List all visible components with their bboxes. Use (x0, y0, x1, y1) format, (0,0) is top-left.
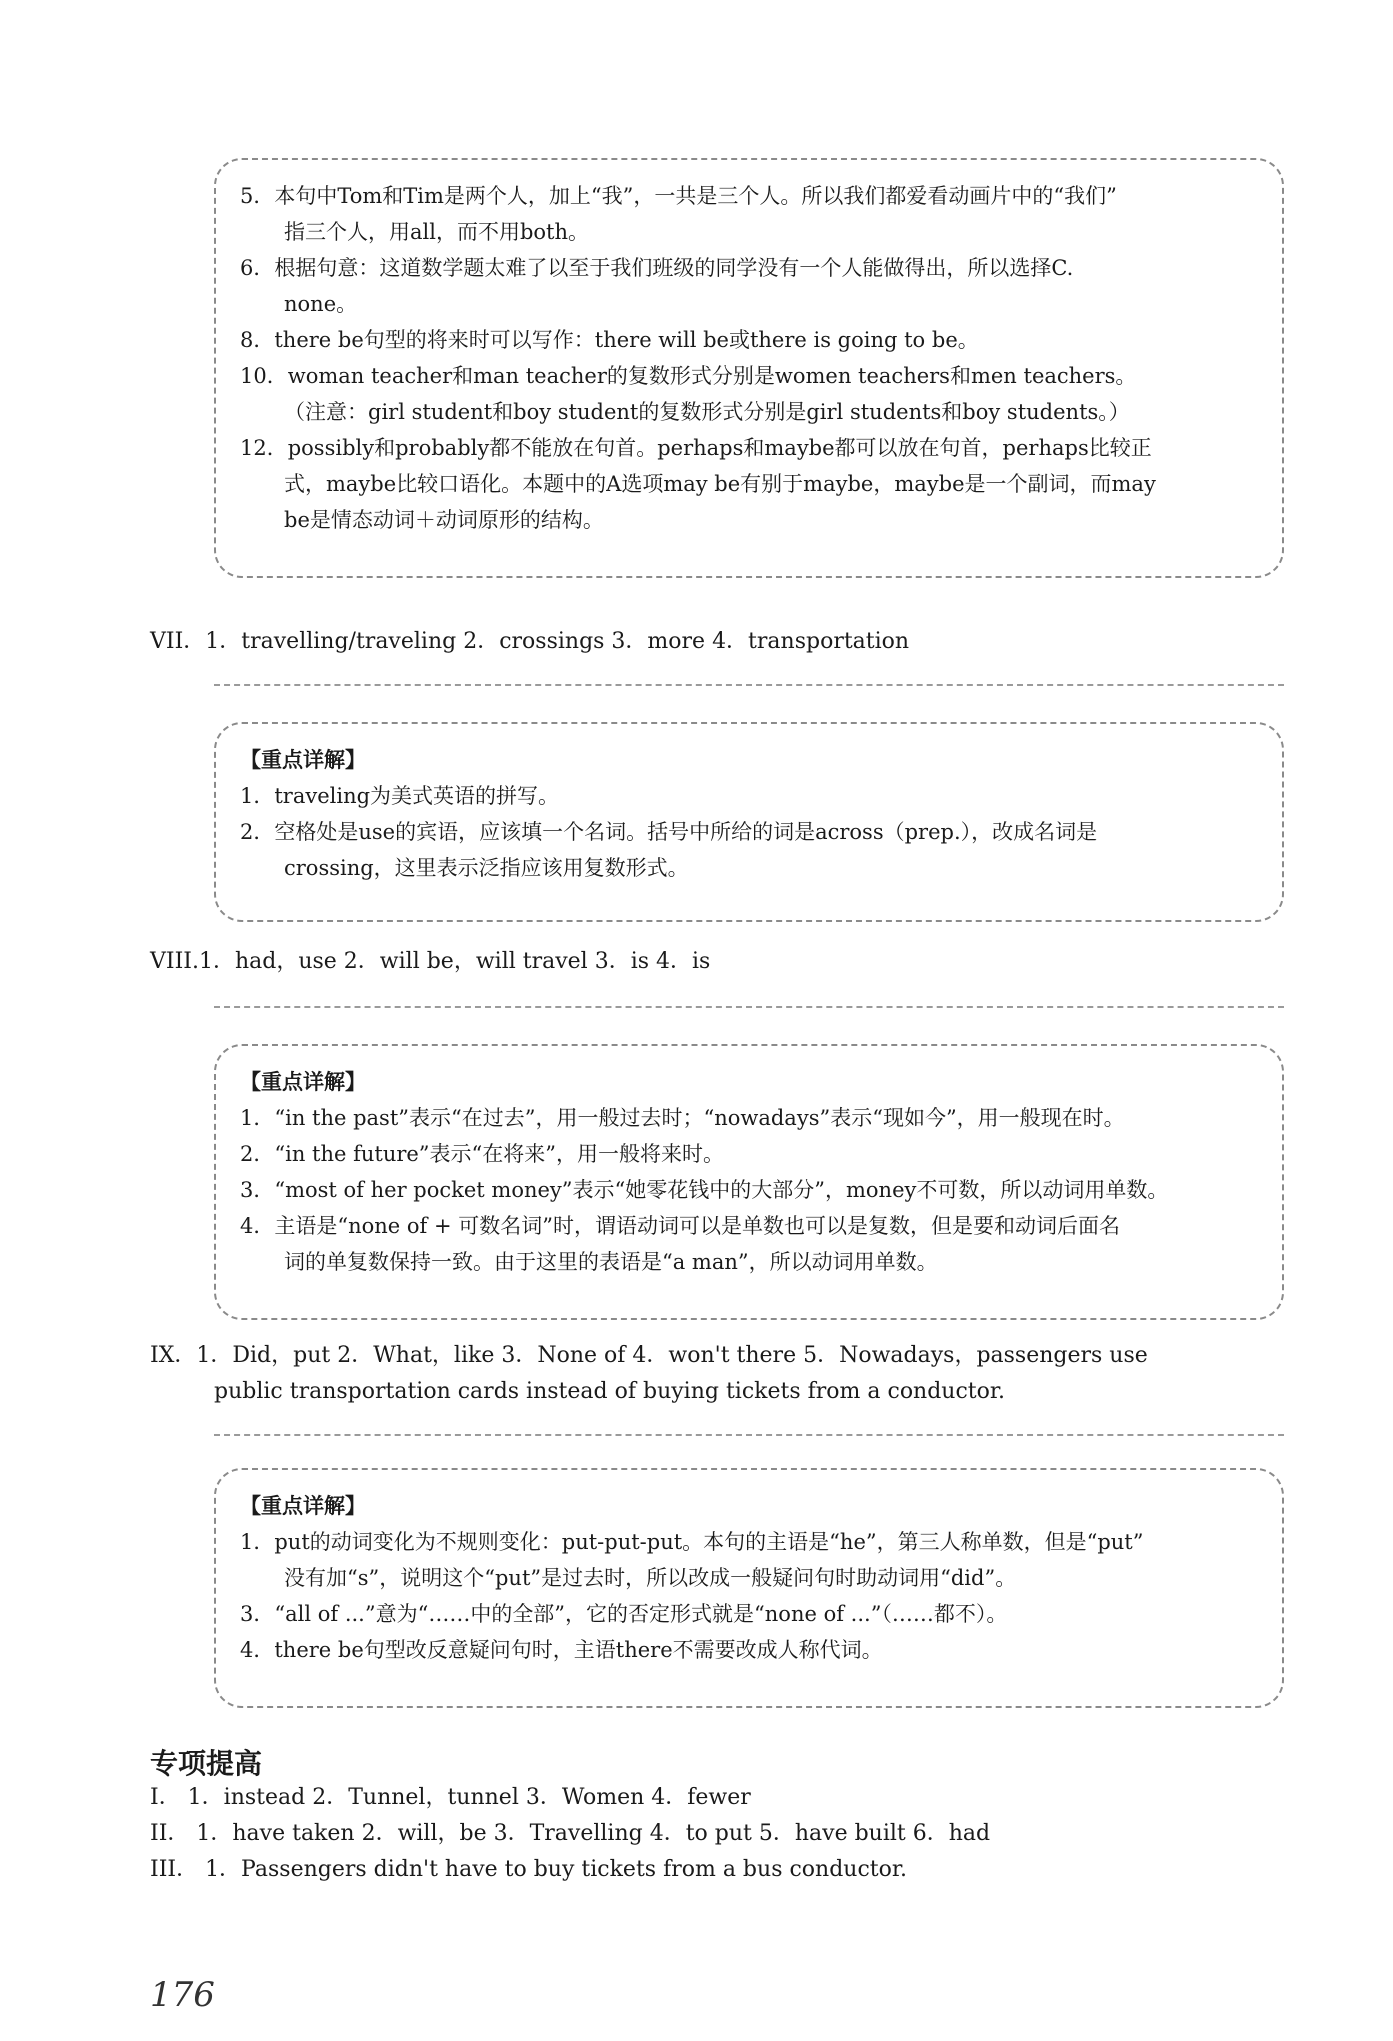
section-title: 专项提高 (150, 1747, 263, 1780)
explanation-line: 5．本句中Tom和Tim是两个人，加上“我”，一共是三个人。所以我们都爱看动画片中的“我们” (240, 184, 1117, 208)
explanation-line: 2．“in the future”表示“在将来”，用一般将来时。 (240, 1142, 725, 1166)
explanation-line: crossing，这里表示泛指应该用复数形式。 (284, 856, 689, 880)
explanation-line: 6．根据句意：这道数学题太难了以至于我们班级的同学没有一个人能做得出，所以选择C. (240, 256, 1074, 280)
explanation-line: 12．possibly和probably都不能放在句首。perhaps和maybe都可以放在句首，perhaps比较正 (240, 436, 1152, 460)
page-number: 176 (150, 1975, 215, 2015)
explanation-line: 2．空格处是use的宾语，应该填一个名词。括号中所给的词是across（prep.），改成名词是 (240, 820, 1098, 844)
explanation-line: none。 (284, 292, 358, 316)
box-title: 【重点详解】 (240, 1494, 366, 1518)
box-title: 【重点详解】 (240, 1070, 366, 1094)
explanation-line: 式，maybe比较口语化。本题中的A选项may be有别于maybe，maybe是一个副词，而may (284, 472, 1156, 496)
special-answer-ii: II． 1．have taken 2．will，be 3．Travelling 4．to put 5．have built 6．had (150, 1821, 991, 1846)
answer-viii: VIII.1．had，use 2．will be，will travel 3．is 4．is (150, 949, 711, 974)
explanation-line: （注意：girl student和boy student的复数形式分别是girl students和boy students。） (284, 400, 1130, 424)
explanation-box-1 (214, 158, 1284, 578)
explanation-line: 4．there be句型改反意疑问句时，主语there不需要改成人称代词。 (240, 1638, 883, 1662)
answer-vii: VII．1．travelling/traveling 2．crossings 3．more 4．transportation (150, 629, 910, 654)
explanation-box-2 (214, 722, 1284, 922)
special-answer-i: I． 1．instead 2．Tunnel，tunnel 3．Women 4．fewer (150, 1785, 751, 1810)
explanation-line: 1．“in the past”表示“在过去”，用一般过去时；“nowadays”表示“现如今”，用一般现在时。 (240, 1106, 1125, 1130)
explanation-box-3 (214, 1044, 1284, 1320)
special-answer-iii: III． 1．Passengers didn't have to buy tickets from a bus conductor. (150, 1857, 907, 1882)
box-title: 【重点详解】 (240, 748, 366, 772)
divider (214, 1006, 1284, 1008)
explanation-line: 1．traveling为美式英语的拼写。 (240, 784, 560, 808)
answer-ix-cont: public transportation cards instead of buying tickets from a conductor. (214, 1379, 1005, 1404)
explanation-line: 1．put的动词变化为不规则变化：put-put-put。本句的主语是“he”，第三人称单数，但是“put” (240, 1530, 1144, 1554)
explanation-line: 指三个人，用all，而不用both。 (284, 220, 590, 244)
explanation-line: 8．there be句型的将来时可以写作：there will be或there is going to be。 (240, 328, 979, 352)
explanation-line: 4．主语是“none of + 可数名词”时，谓语动词可以是单数也可以是复数，但是要和动词后面名 (240, 1214, 1120, 1238)
divider (214, 1434, 1284, 1436)
explanation-line: be是情态动词＋动词原形的结构。 (284, 508, 604, 532)
explanation-box-4 (214, 1468, 1284, 1708)
explanation-line: 3．“most of her pocket money”表示“她零花钱中的大部分”，money不可数，所以动词用单数。 (240, 1178, 1169, 1202)
explanation-line: 10．woman teacher和man teacher的复数形式分别是women teachers和men teachers。 (240, 364, 1137, 388)
explanation-line: 3．“all of ...”意为“……中的全部”，它的否定形式就是“none of ...”（……都不）。 (240, 1602, 1008, 1626)
divider (214, 684, 1284, 686)
answer-ix: IX．1．Did，put 2．What，like 3．None of 4．won't there 5．Nowadays，passengers use (150, 1343, 1148, 1368)
explanation-line: 没有加“s”，说明这个“put”是过去时，所以改成一般疑问句时助动词用“did”。 (284, 1566, 1017, 1590)
explanation-line: 词的单复数保持一致。由于这里的表语是“a man”，所以动词用单数。 (284, 1250, 938, 1274)
